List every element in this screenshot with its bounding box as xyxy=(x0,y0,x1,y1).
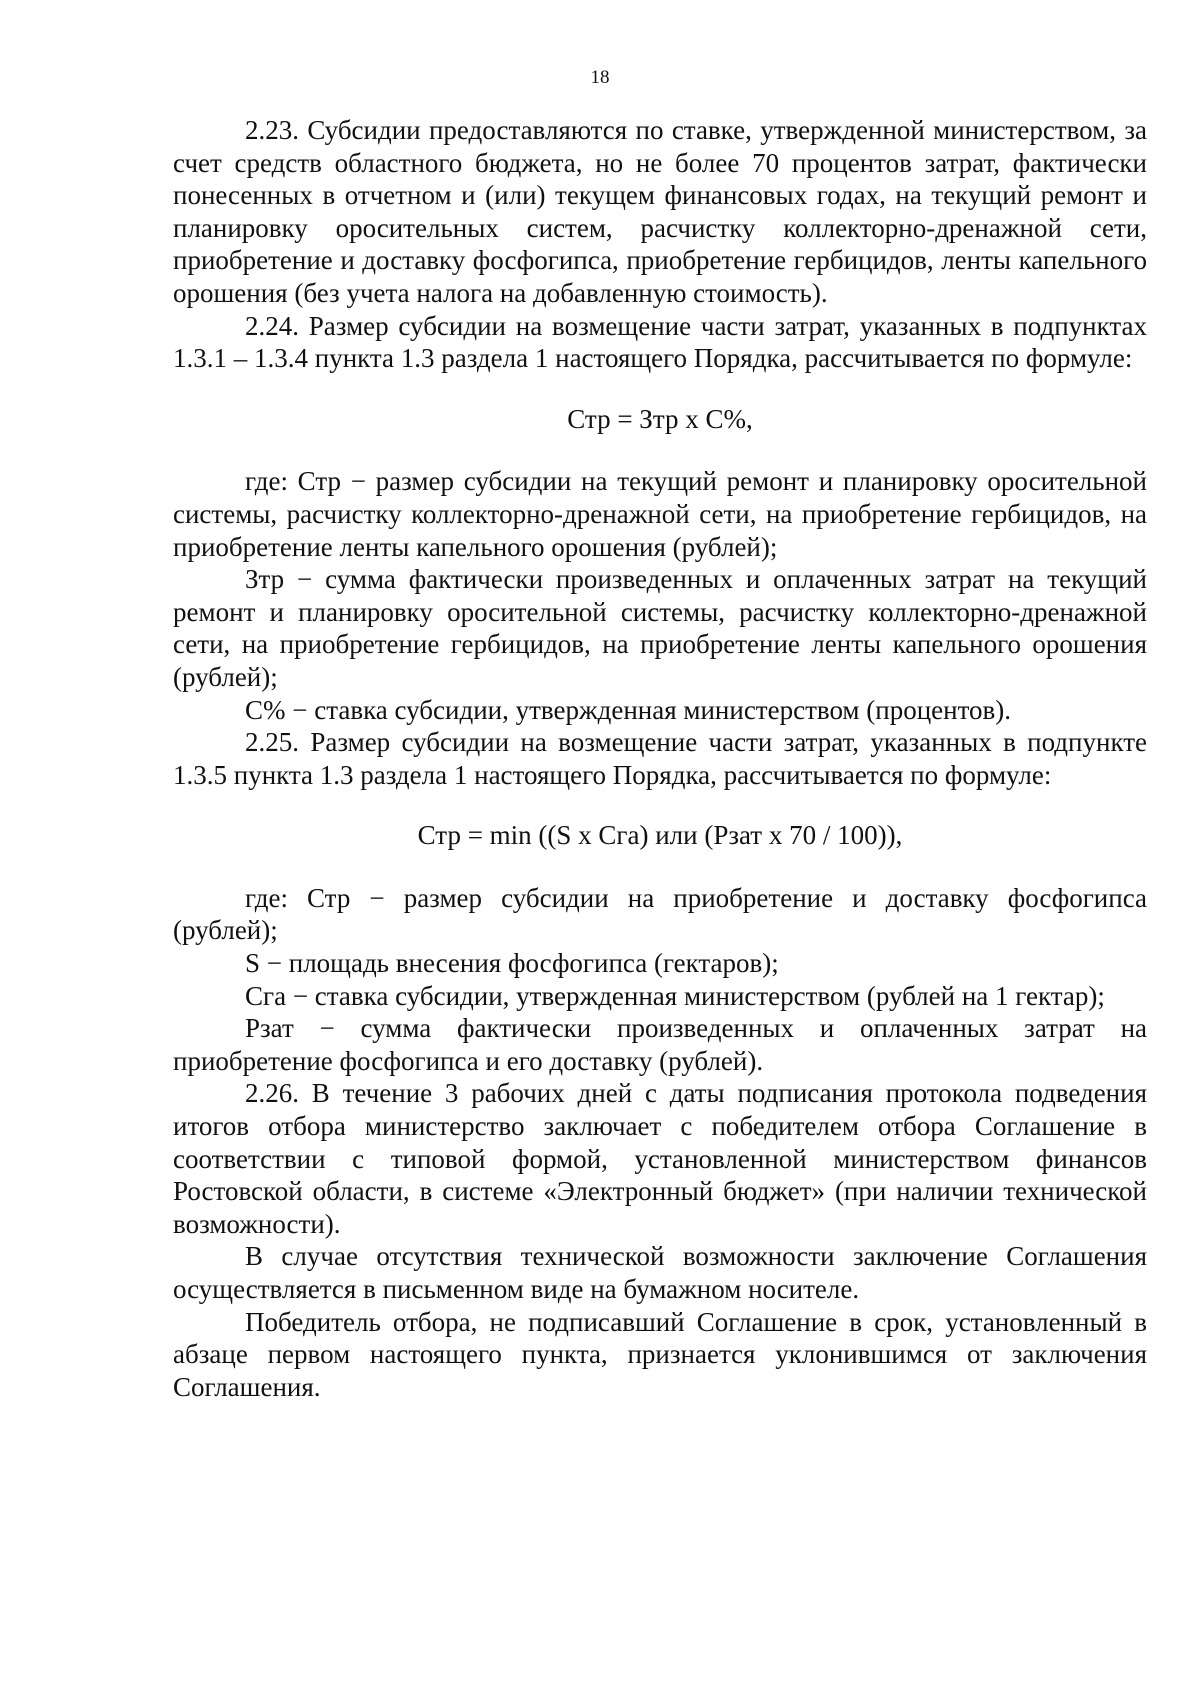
definition-c-percent: С% − ставка субсидии, утвержденная министерством (процентов). xyxy=(245,694,1012,725)
definition-str-1: где: Стр − размер субсидии на текущий ремонт и планировку оросительной системы, расчистку коллекторно-дренажной сети, на приобретение гербицидов, на приобретение ленты капельного орошения (рублей); xyxy=(173,466,1147,562)
definition-sga: Сга − ставка субсидии, утвержденная министерством (рублей на 1 гектар); xyxy=(245,980,1105,1011)
paragraph-2-26-second: В случае отсутствия технической возможности заключение Соглашения осуществляется в письменном виде на бумажном носителе. xyxy=(173,1241,1147,1304)
formula-1: Стр = Зтр х С%, xyxy=(567,403,753,434)
definition-str-2: где: Стр − размер субсидии на приобретение и доставку фосфогипса (рублей); xyxy=(173,882,1147,946)
document-body xyxy=(173,114,1147,1403)
formula-2: Стр = min ((S х Сга) или (Рзат х 70 / 100)), xyxy=(417,820,903,851)
definition-ztr: Зтр − сумма фактически произведенных и оплаченных затрат на текущий ремонт и планировку оросительной системы, расчистку коллекторно-дренажной сети, на приобретение гербицидов, на приобретение ленты капельного орошения (рублей); xyxy=(173,564,1147,692)
paragraph-2-23: 2.23. Субсидии предоставляются по ставке, утвержденной министерством, за счет средств областного бюджета, но не более 70 процентов затрат, фактически понесенных в отчетном и (или) текущем финансовых годах, на текущий ремонт и планировку оросительных систем, расчистку коллекторно-дренажной сети, приобретение и доставку фосфогипса, приобретение гербицидов, ленты капельного орошения (без учета налога на добавленную стоимость). xyxy=(173,115,1147,308)
paragraph-2-25: 2.25. Размер субсидии на возмещение части затрат, указанных в подпункте 1.3.5 пункта 1.3 раздела 1 настоящего Порядка, рассчитывается по формуле: xyxy=(173,727,1147,790)
paragraph-2-24: 2.24. Размер субсидии на возмещение части затрат, указанных в подпунктах 1.3.1 – 1.3.4 пункта 1.3 раздела 1 настоящего Порядка, рассчитывается по формуле: xyxy=(173,310,1147,374)
paragraph-2-26: 2.26. В течение 3 рабочих дней с даты подписания протокола подведения итогов отбора министерство заключает с победителем отбора Соглашение в соответствии с типовой формой, установленной министерством финансов Ростовской области, в системе «Электронный бюджет» (при наличии технической возможности). xyxy=(173,1078,1147,1239)
definition-rzat: Рзат − сумма фактически произведенных и оплаченных затрат на приобретение фосфогипса и его доставку (рублей). xyxy=(173,1013,1147,1076)
page-number: 18 xyxy=(590,67,610,88)
paragraph-2-26-third: Победитель отбора, не подписавший Соглашение в срок, установленный в абзаце первом настоящего пункта, признается уклонившимся от заключения Соглашения. xyxy=(173,1306,1147,1402)
definition-s: S − площадь внесения фосфогипса (гектаров); xyxy=(245,948,779,979)
